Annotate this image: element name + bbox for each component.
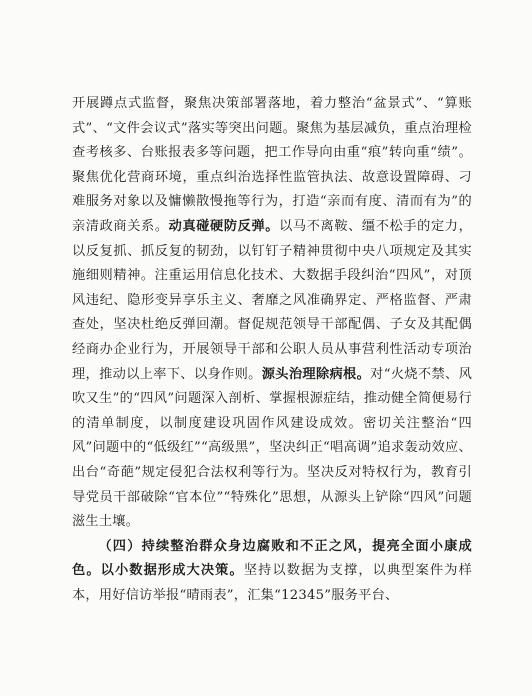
paragraph-1 — [72, 92, 472, 535]
section-heading: （四）持续整治群众身边腐败和不正之风，提亮全面小康成色。 — [72, 538, 472, 579]
text-run: 对“火烧不禁、风吹又生”的“四风”问题深入剖析、掌握根源症结，推动健全简便易行的清单制度，以制度建设巩固作风建设成效。密切关注整治“四风”问题中的“低级红”“高级黑”，坚决纠正“唱高调”追求轰动效应、出台“奇葩”规定侵犯合法权利等行为。坚决反对特权行为，教育引导党员干部破除“官本位”“特殊化”思想，从源头上铲除“四风”问题滋生土壤。 — [72, 366, 473, 530]
text-run: 开展蹲点式监督，聚焦决策部署落地，着力整治“盆景式”、“算账式”、“文件会议式”落实等突出问题。聚焦为基层减负，重点治理检查考核多、台账报表多等问题，把工作导向由重“痕”转向重“绩”。聚焦优化营商环境，重点纠治选择性监管执法、故意设置障碍、刁难服务对象以及慵懒散慢拖等行为，打造“亲而有度、清而有为”的亲清政商关系。 — [72, 96, 472, 234]
text-run: 以马不离鞍、缰不松手的定力，以反复抓、抓反复的韧劲，以钉钉子精神贯彻中央八项规定及其实施细则精神。注重运用信息化技术、大数据手段纠治“四风”，对顶风违纪、隐形变异享乐主义、奢靡之风准确界定、严格监督、严肃查处，坚决杜绝反弹回潮。督促规范领导干部配偶、子女及其配偶经商办企业行为，开展领导干部和公职人员从事营利性活动专项治理，推动以上率下、以身作则。 — [72, 218, 473, 382]
heading-run: 以小数据形成大决策。 — [100, 563, 244, 579]
heading-run: 源头治理除病根。 — [261, 366, 371, 382]
paragraph-2 — [72, 535, 472, 609]
body-text — [72, 92, 472, 608]
text-run: 坚持以数据为支撑，以典型案件为样本，用好信访举报“晴雨表”，汇集“12345”服务平台、 — [72, 563, 473, 603]
heading-run: 动真碰硬防反弹。 — [168, 218, 280, 234]
